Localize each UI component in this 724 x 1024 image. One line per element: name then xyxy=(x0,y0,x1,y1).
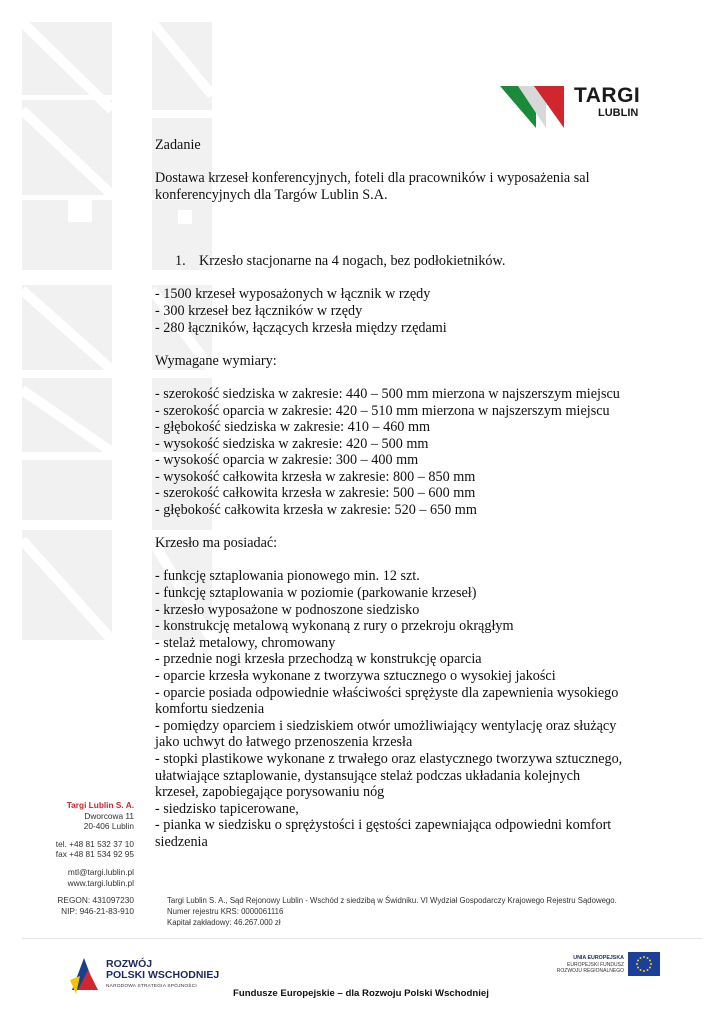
city-address: 20-406 Lublin xyxy=(83,821,134,832)
eu-label: UNIA EUROPEJSKA xyxy=(573,955,624,961)
regon-number: REGON: 431097230 xyxy=(57,895,134,906)
feature-line: - stopki plastikowe wykonane z trwałego oraz elastycznego tworzywa sztucznego, xyxy=(155,750,623,767)
feature-line: - krzesło wyposażone w podnoszone siedzisko xyxy=(155,601,420,618)
dim-line: - głębokość całkowita krzesła w zakresie: 520 – 650 mm xyxy=(155,502,477,519)
quantity-line: - 1500 krzeseł wyposażonych w łącznik w rzędy xyxy=(155,286,431,303)
logo-text-targi: TARGI xyxy=(574,84,641,107)
website-address: www.targi.lublin.pl xyxy=(67,877,134,888)
fax-number: fax +48 81 534 92 95 xyxy=(55,849,134,860)
feature-line: - funkcję sztaplowania w poziomie (parkowanie krzeseł) xyxy=(155,585,477,602)
legal-line: Targi Lublin S. A., Sąd Rejonowy Lublin - Wschód z siedzibą w Świdniku. VI Wydział Gospodarczy Krajowego Rejestru Sądowego. xyxy=(167,896,617,905)
dim-line: - wysokość siedziska w zakresie: 420 – 500 mm xyxy=(155,435,429,452)
feature-line: jako uchwyt do łatwego przenoszenia krzesła xyxy=(155,734,413,751)
dims-heading: Wymagane wymiary: xyxy=(155,352,277,369)
nip-number: NIP: 946-21-83-910 xyxy=(61,905,134,916)
feature-line: - pomiędzy oparciem i siedziskiem otwór umożliwiający wentylację oraz służący xyxy=(155,717,617,734)
intro-line: konferencyjnych dla Targów Lublin S.A. xyxy=(155,186,388,203)
footer-divider xyxy=(22,938,702,939)
dim-line: - szerokość oparcia w zakresie: 420 – 510 mm mierzona w najszerszym miejscu xyxy=(155,402,610,419)
eu-fund-line: ROZWOJU REGIONALNEGO xyxy=(556,968,624,974)
feature-line: - konstrukcję metalową wykonaną z rury o przekroju okrągłym xyxy=(155,618,514,635)
eu-fund-line: EUROPEJSKI FUNDUSZ xyxy=(567,962,624,968)
krs-line: Numer rejestru KRS: 0000061116 xyxy=(167,907,284,916)
features-heading: Krzesło ma posiadać: xyxy=(155,535,278,552)
eu-fund-label xyxy=(557,962,624,974)
strategia-text: NARODOWA STRATEGIA SPÓJNOŚCI xyxy=(106,984,197,989)
intro-line: Dostawa krzeseł konferencyjnych, foteli dla pracowników i wyposażenia sal xyxy=(155,170,590,187)
item-number: 1. xyxy=(175,253,186,270)
feature-line: - oparcie posiada odpowiednie właściwości sprężyste dla zapewnienia wysokiego xyxy=(155,684,619,701)
feature-line: siedzenia xyxy=(155,833,208,850)
feature-line: ułatwiające sztaplowanie, dystansujące stelaż podczas układania kolejnych xyxy=(155,767,581,784)
quantity-line: - 280 łączników, łączących krzesła między rzędami xyxy=(155,319,447,336)
feature-line: - przednie nogi krzesła przechodzą w konstrukcję oparcia xyxy=(155,651,482,668)
feature-line: komfortu siedzenia xyxy=(155,701,265,718)
feature-line: - funkcję sztaplowania pionowego min. 12 szt. xyxy=(155,568,420,585)
capital-line: Kapitał zakładowy: 46.267.000 zł xyxy=(167,918,281,927)
dim-line: - wysokość całkowita krzesła w zakresie: 800 – 850 mm xyxy=(155,468,476,485)
street-address: Dworcowa 11 xyxy=(84,810,134,821)
eu-flag-icon xyxy=(628,952,660,976)
numbered-item xyxy=(155,253,645,270)
quantity-line: - 300 krzeseł bez łączników w rzędy xyxy=(155,302,363,319)
funds-tagline: Fundusze Europejskie – dla Rozwoju Polski Wschodniej xyxy=(233,988,489,999)
email-address: mtl@targi.lublin.pl xyxy=(67,866,134,877)
dim-line: - szerokość siedziska w zakresie: 440 – 500 mm mierzona w najszerszym miejscu xyxy=(155,385,620,402)
feature-line: - stelaż metalowy, chromowany xyxy=(155,634,336,651)
dim-line: - wysokość oparcia w zakresie: 300 – 400 mm xyxy=(155,452,419,469)
feature-line: - siedzisko tapicerowane, xyxy=(155,800,299,817)
rozwoj-text: ROZWÓJ xyxy=(106,958,153,970)
feature-line: krzeseł, zapobiegające porysowaniu nóg xyxy=(155,784,385,801)
doc-heading: Zadanie xyxy=(155,137,201,153)
legal-footer xyxy=(167,895,617,928)
company-name: Targi Lublin S. A. xyxy=(66,800,134,810)
feature-line: - oparcie krzesła wykonane z tworzywa sztucznego o wysokiej jakości xyxy=(155,668,556,685)
item-text: Krzesło stacjonarne na 4 nogach, bez podłokietników. xyxy=(199,253,506,270)
dim-line: - głębokość siedziska w zakresie: 410 – 460 mm xyxy=(155,419,431,436)
polski-wschodniej-text: POLSKI WSCHODNIEJ xyxy=(106,969,220,981)
phone-number: tel. +48 81 532 37 10 xyxy=(55,838,134,849)
contact-sidebar xyxy=(56,800,134,916)
feature-line: - pianka w siedzisku o sprężystości i gęstości zapewniająca odpowiedni komfort xyxy=(155,817,612,834)
logo-text-lublin: LUBLIN xyxy=(598,107,639,119)
dim-line: - szerokość całkowita krzesła w zakresie: 500 – 600 mm xyxy=(155,485,476,502)
document-body xyxy=(155,137,645,851)
